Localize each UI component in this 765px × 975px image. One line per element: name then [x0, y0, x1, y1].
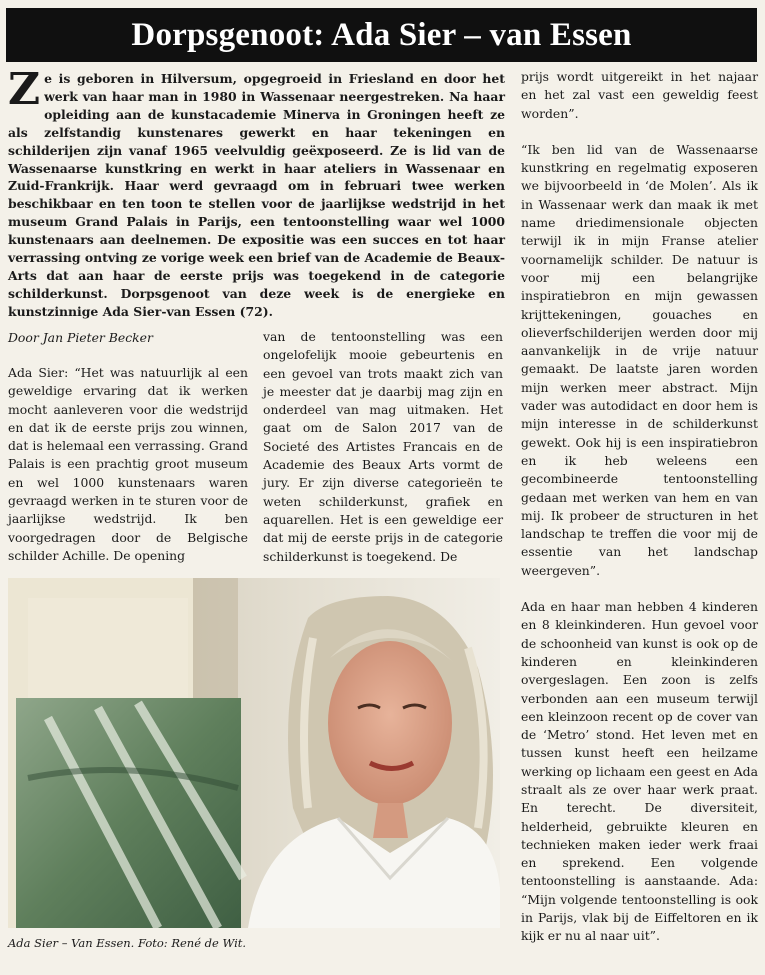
byline: Door Jan Pieter Becker: [8, 330, 153, 345]
column-3-paragraph-3: Ada en haar man hebben 4 kinderen en 8 kleinkinderen. Hun gevoel voor de schoonheid van kunst is ook op de kinderen en kleinkinderen overgeslagen. Een zoon is zelfs verbonden aan een museum terwijl een kleinzoon recent op de cover van de ‘Metro’ stond. Het leven met en tussen kunst heeft een heilzame werking op lichaam een geest en Ada straalt als ze over haar werk praat. En terecht. De diversiteit, helderheid, gebruikte kleuren en technieken maken ieder werk fraai en sprekend. Een volgende tentoonstelling is aanstaande. Ada: “Mijn volgende tentoonstelling is ook in Parijs, vlak bij de Eiffeltoren en ik kijk er nu al naar uit”.: [521, 599, 758, 944]
portrait-photo: [8, 578, 500, 928]
intro-paragraph: [8, 64, 505, 321]
intro-text: e is geboren in Hilversum, opgegroeid in Friesland en door het werk van haar man in 1980 in Wassenaar neergestreken. Na haar opleiding aan de kunstacademie Minerva in Groningen heeft ze als zelfstandig kunstenares gewerkt en haar tekeningen en schilderijen zijn vanaf 1965 veelvuldig geëxposeerd. Ze is lid van de Wassenaarse kunstkring en werkt in haar ateliers in Wassenaar en Zuid-Frankrijk. Haar werd gevraagd om in februari twee werken beschikbaar en ten toon te stellen voor de jaarlijkse wedstrijd in het museum Grand Palais in Parijs, een tentoonstelling waar wel 1000 kunstenaars aan deelnemen. De expositie was een succes en tot haar verrassing ontving ze vorige week een brief van de Academie de Beaux-Arts dat aan haar de eerste prijs was toegekend in de categorie schilderkunst. Dorpsgenoot van deze week is de energieke en kunstzinnige Ada Sier-van Essen (72).: [8, 71, 505, 319]
column-3-paragraph-1: prijs wordt uitgereikt in het najaar en het zal vast een geweldig feest worden”.: [521, 69, 758, 121]
column-3: [521, 68, 758, 946]
photo-caption: Ada Sier – Van Essen. Foto: René de Wit.: [8, 936, 247, 950]
portrait-illustration: [8, 578, 500, 928]
column-2: [263, 328, 503, 566]
column-2-paragraph: van de tentoonstelling was een ongelofelijk mooie gebeurtenis en een gevoel van trots maakt zich van je meester dat je daarbij mag zijn en onderdeel van mag uitmaken. Het gaat om de Salon 2017 van de Societé des Artistes Francais en de Academie des Beaux Arts vormt de jury. Er zijn diverse categorieën te weten schilderkunst, grafiek en aquarellen. Het is een geweldige eer dat mij de eerste prijs in de categorie schilderkunst is toegekend. De: [263, 329, 503, 564]
column-3-paragraph-2: “Ik ben lid van de Wassenaarse kunstkring en regelmatig exposeren we bijvoorbeeld in ‘de Molen’. Als ik in Wassenaar werk dan maak ik met name driedimensionale objecten terwijl ik in mijn Franse atelier voornamelijk schilder. De natuur is voor mij een belangrijke inspiratiebron en mijn gewassen krijttekeningen, gouaches en olieverfschilderijen werden door mij aanvankelijk in de vrije natuur gemaakt. De laatste jaren worden mijn werken meer abstract. Mijn vader was autodidact en door hem is mijn interesse in de schilderkunst gewekt. Ook hij is een inspiratiebron en ik heb weleens een gecombineerde tentoonstelling gedaan met werken van hem en van mij. Ik probeer de structuren in het landschap te treffen die voor mij de essentie van het landschap weergeven”.: [521, 141, 758, 578]
headline-banner: [6, 8, 757, 62]
drop-cap: Z: [8, 64, 41, 115]
column-1: [8, 364, 248, 565]
column-1-paragraph: Ada Sier: “Het was natuurlijk al een geweldige ervaring dat ik werken mocht aanleveren voor die wedstrijd en dat ik de eerste prijs zou winnen, dat is helemaal een verrassing. Grand Palais is een prachtig groot museum en wel 1000 kunstenaars waren gevraagd werken in te sturen voor de jaarlijkse wedstrijd. Ik ben voorgedragen door de Belgische schilder Achille. De opening: [8, 365, 248, 563]
article-title: Dorpsgenoot: Ada Sier – van Essen: [131, 16, 632, 53]
